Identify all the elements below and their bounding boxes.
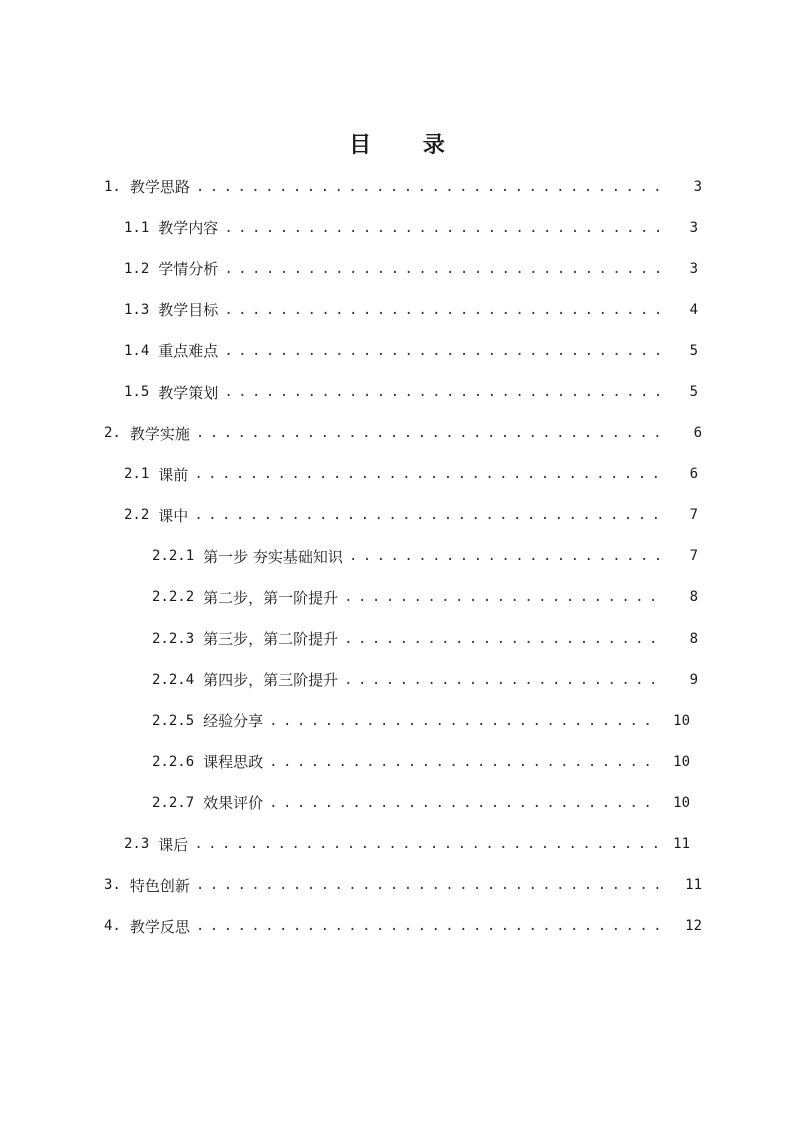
toc-entry-number: 2.2 xyxy=(124,507,150,524)
toc-entry-label: 课后 xyxy=(158,835,189,854)
toc-entry-1-1[interactable] xyxy=(0,207,794,248)
toc-entry-label: 课中 xyxy=(158,506,189,525)
toc-entry-2-2[interactable] xyxy=(0,495,794,536)
toc-entry-label: 教学目标 xyxy=(158,301,219,320)
toc-leader-dots xyxy=(194,836,658,852)
toc-entry-number: 2.2.2 xyxy=(152,589,195,606)
toc-entry-number: 2.2.5 xyxy=(152,712,195,729)
toc-leader-dots xyxy=(224,384,666,400)
toc-entry-page: 10 xyxy=(673,753,690,770)
toc-leader-dots xyxy=(196,179,670,195)
toc-entry-page: 7 xyxy=(689,507,698,524)
toc-entry-label: 教学内容 xyxy=(158,219,219,238)
toc-entry-page: 3 xyxy=(689,219,698,236)
toc-entry-2-2-6[interactable] xyxy=(0,741,794,782)
toc-entry-number: 1.4 xyxy=(124,342,150,359)
toc-entry-number: 2.2.3 xyxy=(152,630,195,647)
toc-leader-dots xyxy=(224,220,666,236)
toc-entry-3[interactable] xyxy=(0,865,794,906)
toc-entry-page: 12 xyxy=(685,918,702,935)
toc-entry-1-3[interactable] xyxy=(0,289,794,330)
toc-entry-label: 第二步，第一阶提升 xyxy=(203,588,339,607)
toc-entry-number: 2. xyxy=(104,425,121,442)
toc-leader-dots xyxy=(194,466,666,482)
toc-entry-number: 2.3 xyxy=(124,836,150,853)
toc-leader-dots xyxy=(344,672,666,688)
toc-entry-number: 1.1 xyxy=(124,219,150,236)
toc-entry-page: 3 xyxy=(689,260,698,277)
toc-entry-2-1[interactable] xyxy=(0,454,794,495)
toc-entry-label: 教学实施 xyxy=(129,424,190,443)
toc-entry-page: 8 xyxy=(689,630,698,647)
toc-entry-label: 第一步 夯实基础知识 xyxy=(203,547,343,566)
toc-leader-dots xyxy=(349,548,666,564)
toc-entry-2-3[interactable] xyxy=(0,824,794,865)
toc-entry-page: 5 xyxy=(689,384,698,401)
toc-entry-page: 10 xyxy=(673,794,690,811)
toc-leader-dots xyxy=(194,507,666,523)
toc-entry-1-5[interactable] xyxy=(0,371,794,412)
toc-entry-page: 8 xyxy=(689,589,698,606)
toc-leader-dots xyxy=(269,795,658,811)
toc-list xyxy=(0,166,794,947)
toc-entry-label: 第三步，第二阶提升 xyxy=(203,630,339,649)
toc-leader-dots xyxy=(196,425,670,441)
toc-entry-label: 特色创新 xyxy=(129,876,190,895)
toc-entry-page: 7 xyxy=(689,548,698,565)
toc-entry-2-2-5[interactable] xyxy=(0,700,794,741)
toc-entry-label: 效果评价 xyxy=(203,794,264,813)
toc-entry-label: 教学策划 xyxy=(158,383,219,402)
toc-entry-label: 第四步，第三阶提升 xyxy=(203,671,339,690)
toc-entry-number: 1.2 xyxy=(124,260,150,277)
toc-entry-page: 5 xyxy=(689,342,698,359)
toc-entry-2-2-2[interactable] xyxy=(0,577,794,618)
toc-leader-dots xyxy=(196,918,670,934)
toc-entry-2-2-7[interactable] xyxy=(0,782,794,823)
toc-entry-page: 10 xyxy=(673,712,690,729)
toc-entry-2-2-3[interactable] xyxy=(0,618,794,659)
toc-entry-page: 11 xyxy=(673,836,690,853)
toc-leader-dots xyxy=(196,877,670,893)
toc-entry-label: 课程思政 xyxy=(203,753,264,772)
toc-leader-dots xyxy=(224,261,666,277)
toc-entry-label: 重点难点 xyxy=(158,342,219,361)
toc-entry-4[interactable] xyxy=(0,906,794,947)
toc-entry-label: 经验分享 xyxy=(203,712,264,731)
toc-entry-number: 2.2.4 xyxy=(152,671,195,688)
toc-entry-label: 学情分析 xyxy=(158,260,219,279)
toc-entry-label: 课前 xyxy=(158,465,189,484)
toc-title: 目 录 xyxy=(349,133,467,158)
toc-entry-number: 1. xyxy=(104,178,121,195)
toc-entry-number: 1.3 xyxy=(124,301,150,318)
toc-leader-dots xyxy=(269,754,658,770)
toc-entry-number: 1.5 xyxy=(124,384,150,401)
toc-entry-2[interactable] xyxy=(0,413,794,454)
toc-entry-page: 4 xyxy=(689,301,698,318)
toc-leader-dots xyxy=(344,589,666,605)
toc-entry-page: 6 xyxy=(693,425,702,442)
toc-leader-dots xyxy=(224,302,666,318)
toc-entry-page: 9 xyxy=(689,671,698,688)
toc-entry-page: 11 xyxy=(685,877,702,894)
toc-entry-2-2-4[interactable] xyxy=(0,659,794,700)
toc-entry-number: 2.2.6 xyxy=(152,753,195,770)
toc-leader-dots xyxy=(224,343,666,359)
toc-entry-number: 3. xyxy=(104,877,121,894)
toc-entry-number: 2.2.1 xyxy=(152,548,195,565)
toc-entry-number: 4. xyxy=(104,918,121,935)
toc-entry-number: 2.2.7 xyxy=(152,794,195,811)
toc-entry-label: 教学反思 xyxy=(129,917,190,936)
toc-leader-dots xyxy=(269,713,658,729)
toc-entry-number: 2.1 xyxy=(124,466,150,483)
toc-entry-page: 3 xyxy=(693,178,702,195)
toc-entry-1-2[interactable] xyxy=(0,248,794,289)
toc-leader-dots xyxy=(344,631,666,647)
toc-entry-page: 6 xyxy=(689,466,698,483)
toc-entry-2-2-1[interactable] xyxy=(0,536,794,577)
toc-entry-label: 教学思路 xyxy=(129,178,190,197)
toc-entry-1-4[interactable] xyxy=(0,330,794,371)
toc-entry-1[interactable] xyxy=(0,166,794,207)
